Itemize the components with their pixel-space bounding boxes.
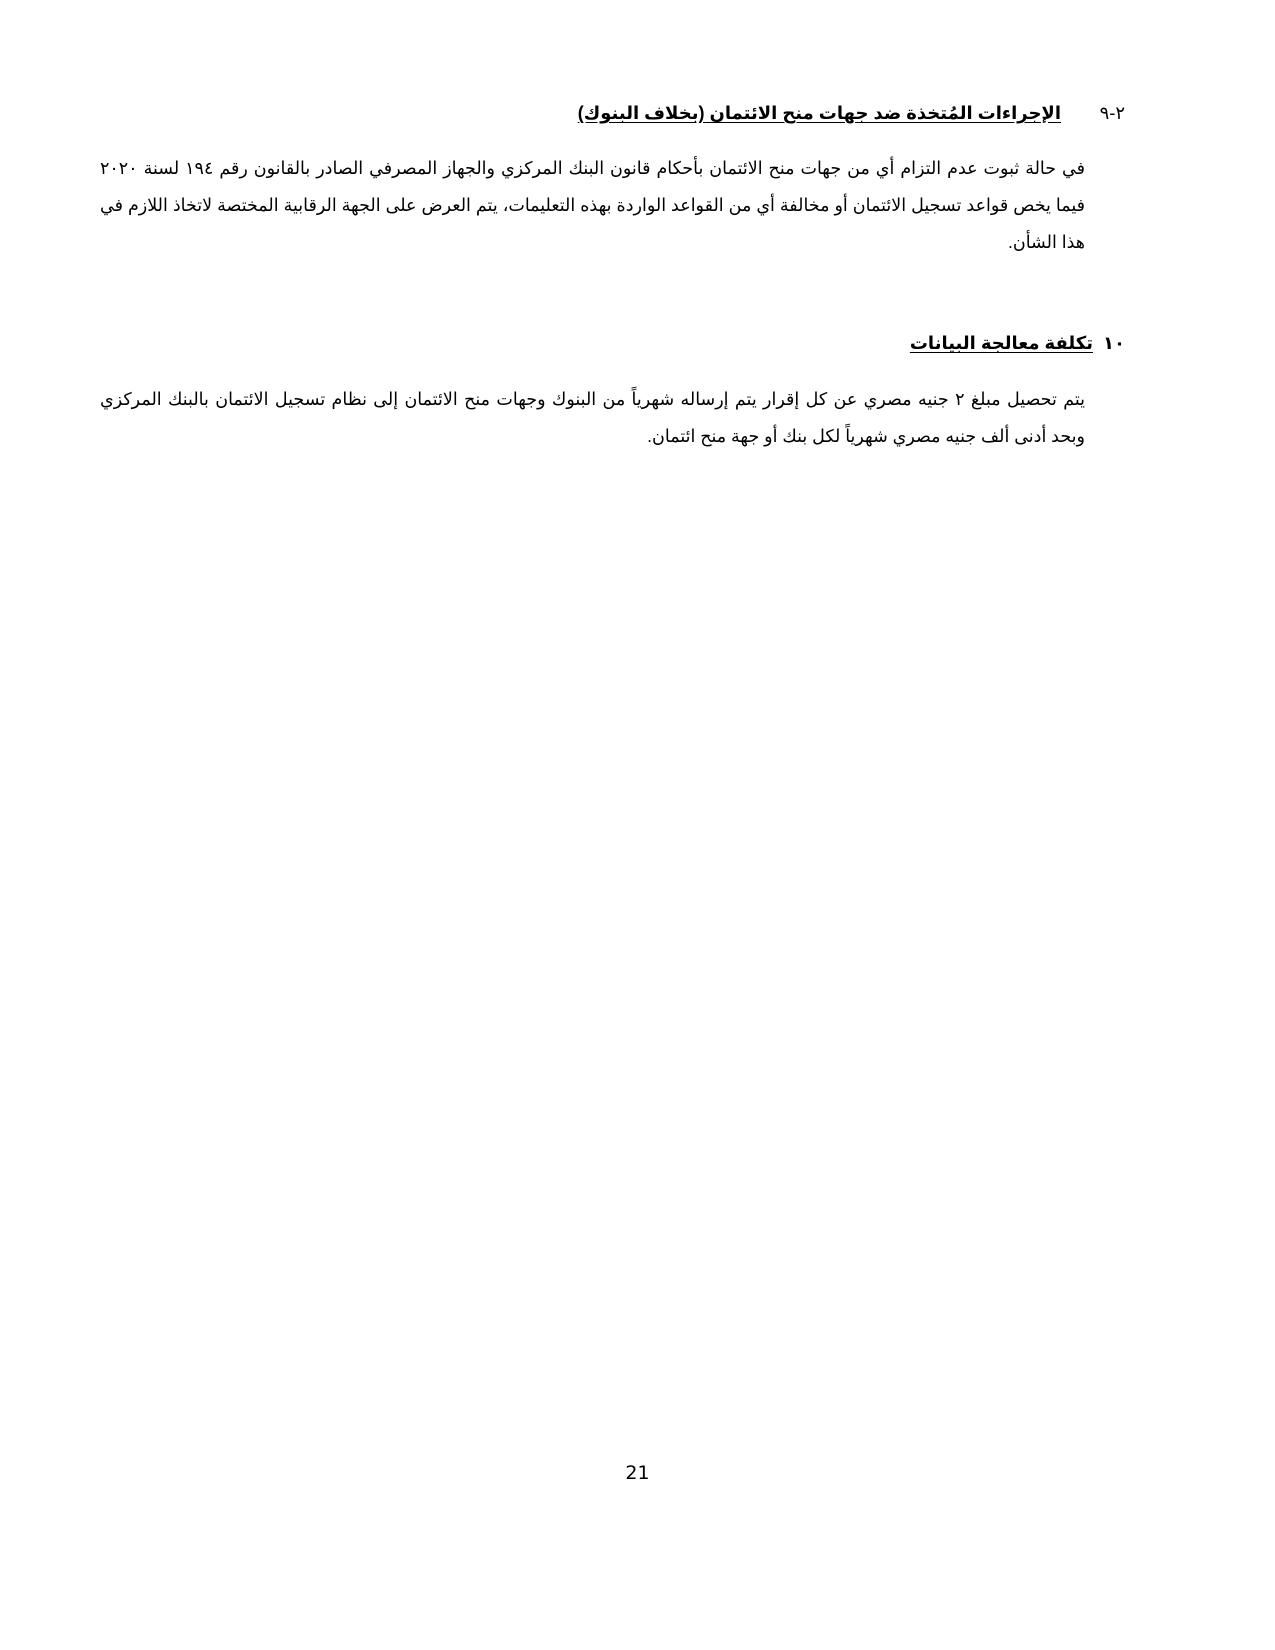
section-title: تكلفة معالجة البيانات xyxy=(909,333,1093,353)
section-number: ١٠ xyxy=(1103,333,1125,353)
section-number: ٢-٩ xyxy=(1099,103,1125,123)
section-heading-9-2 xyxy=(578,103,1125,124)
page-number: 21 xyxy=(625,1462,650,1484)
section-title: الإجراءات المُتخذة ضد جهات منح الائتمان (بخلاف البنوك) xyxy=(577,103,1061,123)
section-paragraph: يتم تحصيل مبلغ ٢ جنيه مصري عن كل إقرار يتم إرساله شهرياً من البنوك وجهات منح الائتمان إلى نظام تسجيل الائتمان بالبنك المركزي وبحد أدنى ألف جنيه مصري شهرياً لكل بنك أو جهة منح ائتمان. xyxy=(100,389,1085,446)
section-heading-10 xyxy=(910,333,1125,354)
section-paragraph: في حالة ثبوت عدم التزام أي من جهات منح الائتمان بأحكام قانون البنك المركزي والجهاز المصرفي الصادر بالقانون رقم ١٩٤ لسنة ٢٠٢٠ فيما يخص قواعد تسجيل الائتمان أو مخالفة أي من القواعد الواردة بهذه التعليمات، يتم العرض على الجهة الرقابية المختصة لاتخاذ اللازم في هذا الشأن. xyxy=(100,158,1085,252)
